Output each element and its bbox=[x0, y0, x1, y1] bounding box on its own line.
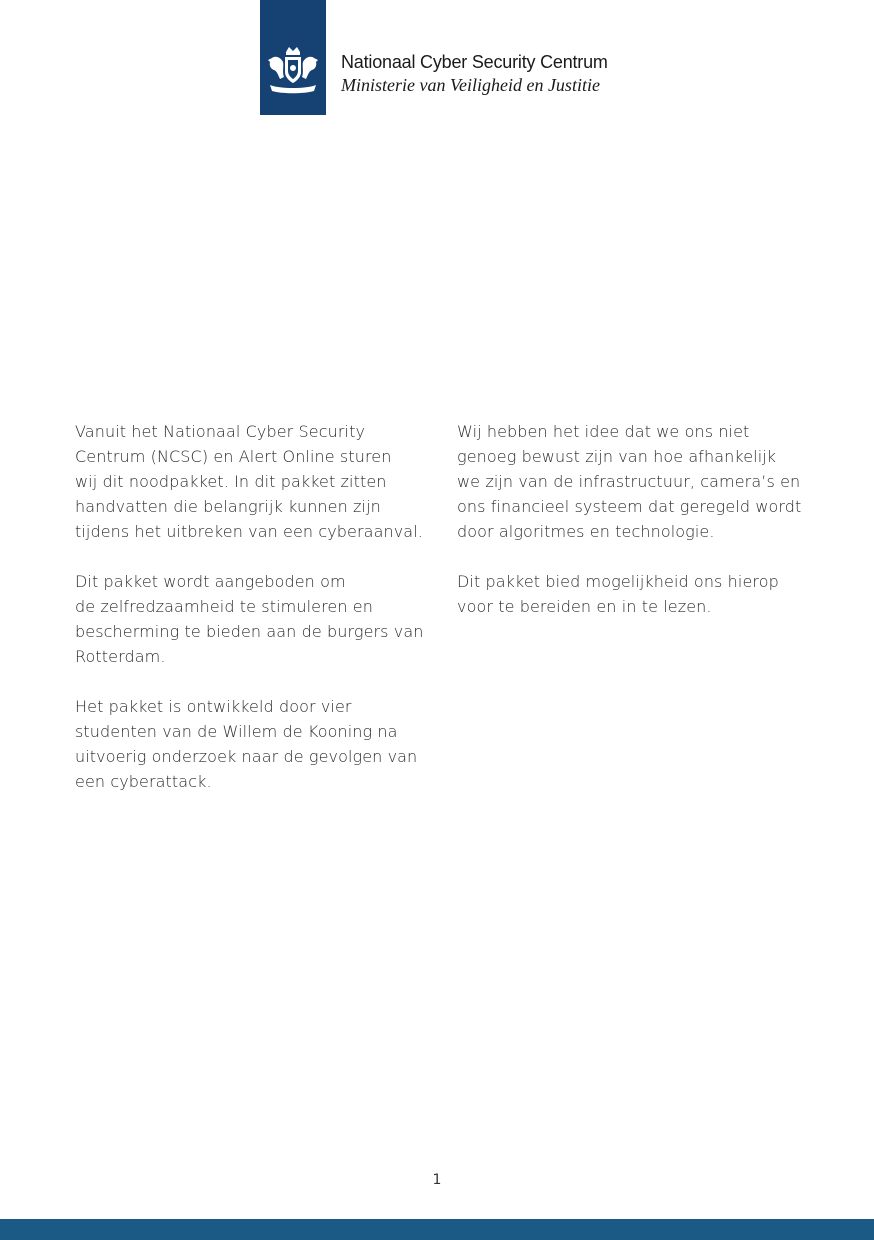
text-line: Rotterdam. bbox=[75, 647, 166, 666]
page-number: 1 bbox=[432, 1172, 442, 1188]
text-line: handvatten die belangrijk kunnen zijn bbox=[75, 497, 381, 516]
footer-bar bbox=[0, 1219, 874, 1240]
organization-name: Nationaal Cyber Security Centrum bbox=[341, 52, 608, 72]
preparation-paragraph bbox=[457, 569, 837, 619]
purpose-paragraph bbox=[75, 569, 435, 669]
text-line: we zijn van de infrastructuur, camera’s en bbox=[457, 472, 801, 491]
text-line: uitvoerig onderzoek naar de gevolgen van bbox=[75, 747, 418, 766]
text-line: Dit pakket bied mogelijkheid ons hierop bbox=[457, 572, 779, 591]
text-line: Het pakket is ontwikkeld door vier bbox=[75, 697, 352, 716]
text-line: de zelfredzaamheid te stimuleren en bbox=[75, 597, 373, 616]
right-column bbox=[457, 419, 837, 644]
text-line: studenten van de Willem de Kooning na bbox=[75, 722, 398, 741]
text-line: Vanuit het Nationaal Cyber Security bbox=[75, 422, 366, 441]
intro-paragraph bbox=[75, 419, 435, 544]
awareness-paragraph bbox=[457, 419, 837, 544]
authors-paragraph bbox=[75, 694, 435, 794]
text-line: wij dit noodpakket. In dit pakket zitten bbox=[75, 472, 387, 491]
text-line: een cyberattack. bbox=[75, 772, 212, 791]
text-line: tijdens het uitbreken van een cyberaanval. bbox=[75, 522, 423, 541]
coat-of-arms-icon bbox=[264, 46, 322, 96]
text-line: voor te bereiden en in te lezen. bbox=[457, 597, 712, 616]
logo-block bbox=[260, 0, 326, 115]
text-line: Dit pakket wordt aangeboden om bbox=[75, 572, 346, 591]
left-column bbox=[75, 419, 435, 819]
text-line: Wij hebben het idee dat we ons niet bbox=[457, 422, 750, 441]
text-line: genoeg bewust zijn van hoe afhankelijk bbox=[457, 447, 777, 466]
text-line: Centrum (NCSC) en Alert Online sturen bbox=[75, 447, 392, 466]
ministry-name: Ministerie van Veiligheid en Justitie bbox=[341, 75, 600, 95]
text-line: door algoritmes en technologie. bbox=[457, 522, 715, 541]
text-line: bescherming te bieden aan de burgers van bbox=[75, 622, 424, 641]
text-line: ons financieel systeem dat geregeld wordt bbox=[457, 497, 802, 516]
